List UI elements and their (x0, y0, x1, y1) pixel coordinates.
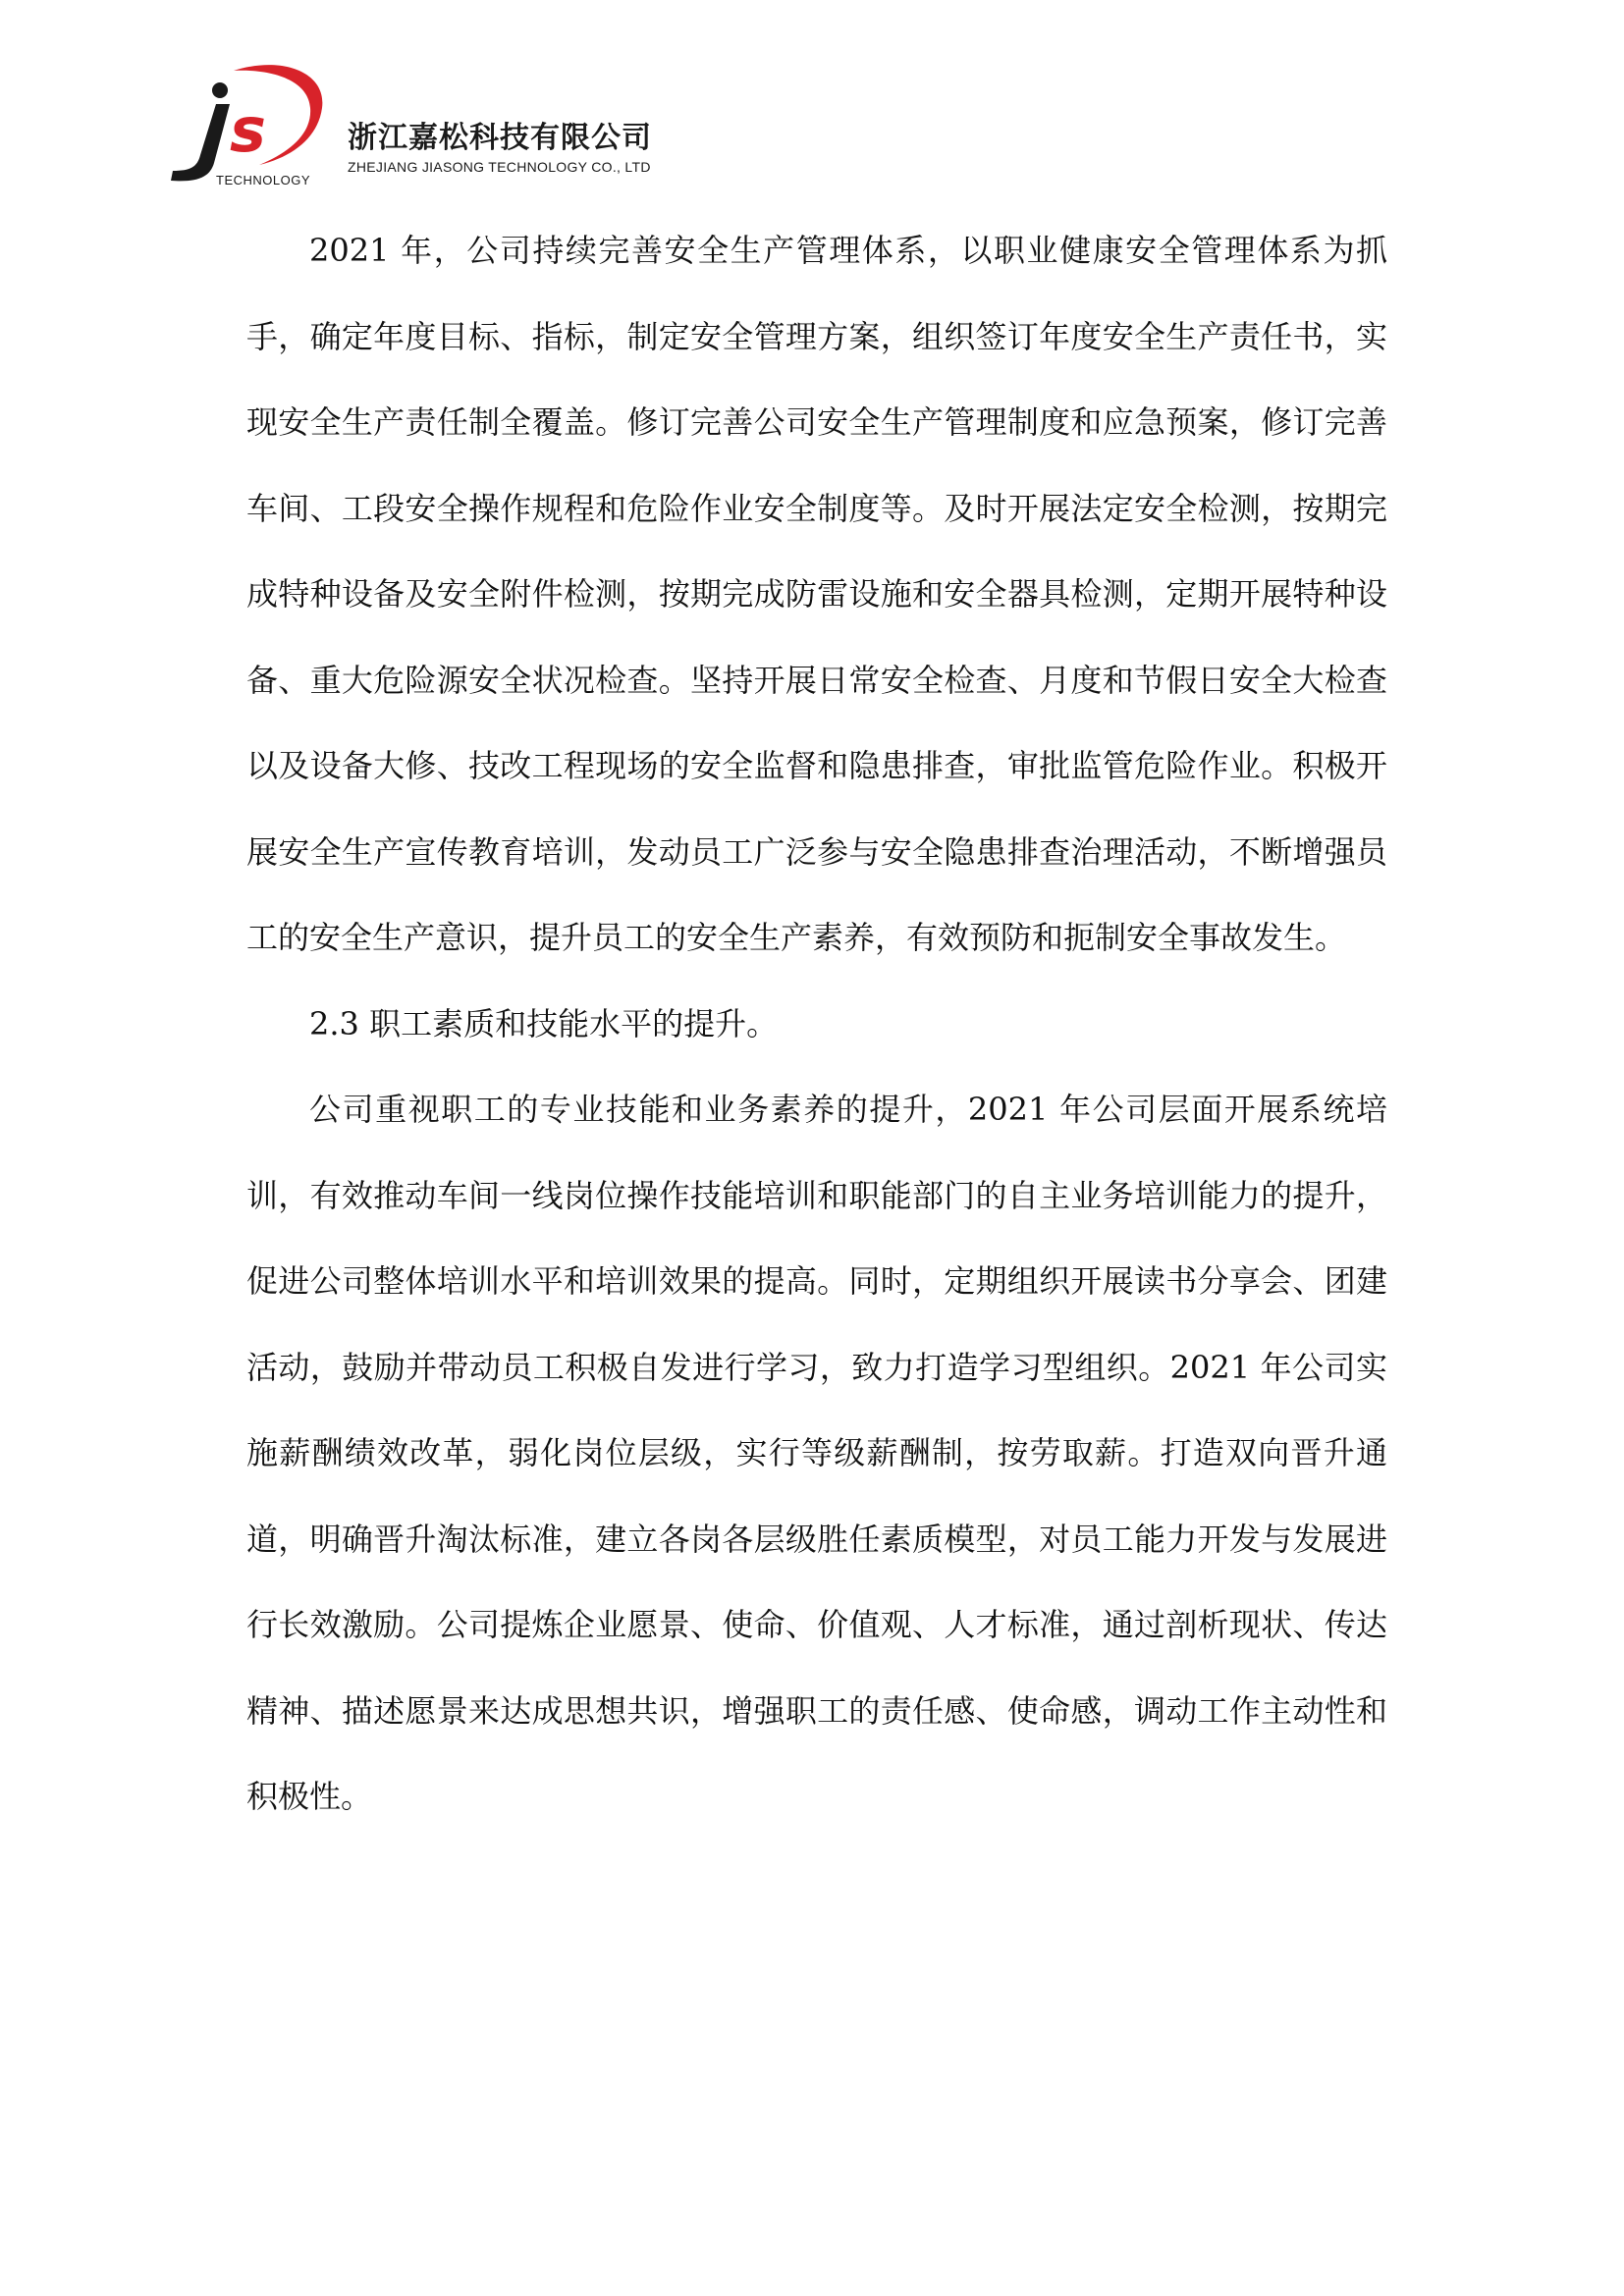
company-logo (165, 61, 332, 188)
company-name-en: ZHEJIANG JIASONG TECHNOLOGY CO., LTD (348, 159, 651, 175)
paragraph-training: 公司重视职工的专业技能和业务素养的提升，2021 年公司层面开展系统培训，有效推动车间一线岗位操作技能培训和职能部门的自主业务培训能力的提升，促进公司整体培训水平和培训效果的提高。同时，定期组织开展读书分享会、团建活动，鼓励并带动员工积极自发进行学习，致力打造学习型组织。2021 年公司实施薪酬绩效改革，弱化岗位层级，实行等级薪酬制，按劳取薪。打造双向晋升通道，明确晋升淘汰标准，建立各岗各层级胜任素质模型，对员工能力开发与发展进行长效激励。公司提炼企业愿景、使命、价值观、人才标准，通过剖析现状、传达精神、描述愿景来达成思想共识，增强职工的责任感、使命感，调动工作主动性和积极性。 (246, 1091, 1387, 1815)
company-name-cn: 浙江嘉松科技有限公司 (348, 121, 652, 155)
section-heading-2-3: 2.3 职工素质和技能水平的提升。 (309, 1004, 779, 1042)
company-name-block (348, 122, 652, 177)
document-body (246, 208, 1387, 1841)
logo-subtext: TECHNOLOGY (216, 173, 311, 187)
paragraph-safety: 2021 年，公司持续完善安全生产管理体系，以职业健康安全管理体系为抓手，确定年度目标、指标，制定安全管理方案，组织签订年度安全生产责任书，实现安全生产责任制全覆盖。修订完善公司安全生产管理制度和应急预案，修订完善车间、工段安全操作规程和危险作业安全制度等。及时开展法定安全检测，按期完成特种设备及安全附件检测，按期完成防雷设施和安全器具检测，定期开展特种设备、重大危险源安全状况检查。坚持开展日常安全检查、月度和节假日安全大检查以及设备大修、技改工程现场的安全监督和隐患排查，审批监管危险作业。积极开展安全生产宣传教育培训，发动员工广泛参与安全隐患排查治理活动，不断增强员工的安全生产意识，提升员工的安全生产素养，有效预防和扼制安全事故发生。 (246, 232, 1387, 956)
logo-letter-s: s (230, 94, 266, 166)
letterhead (165, 61, 715, 188)
